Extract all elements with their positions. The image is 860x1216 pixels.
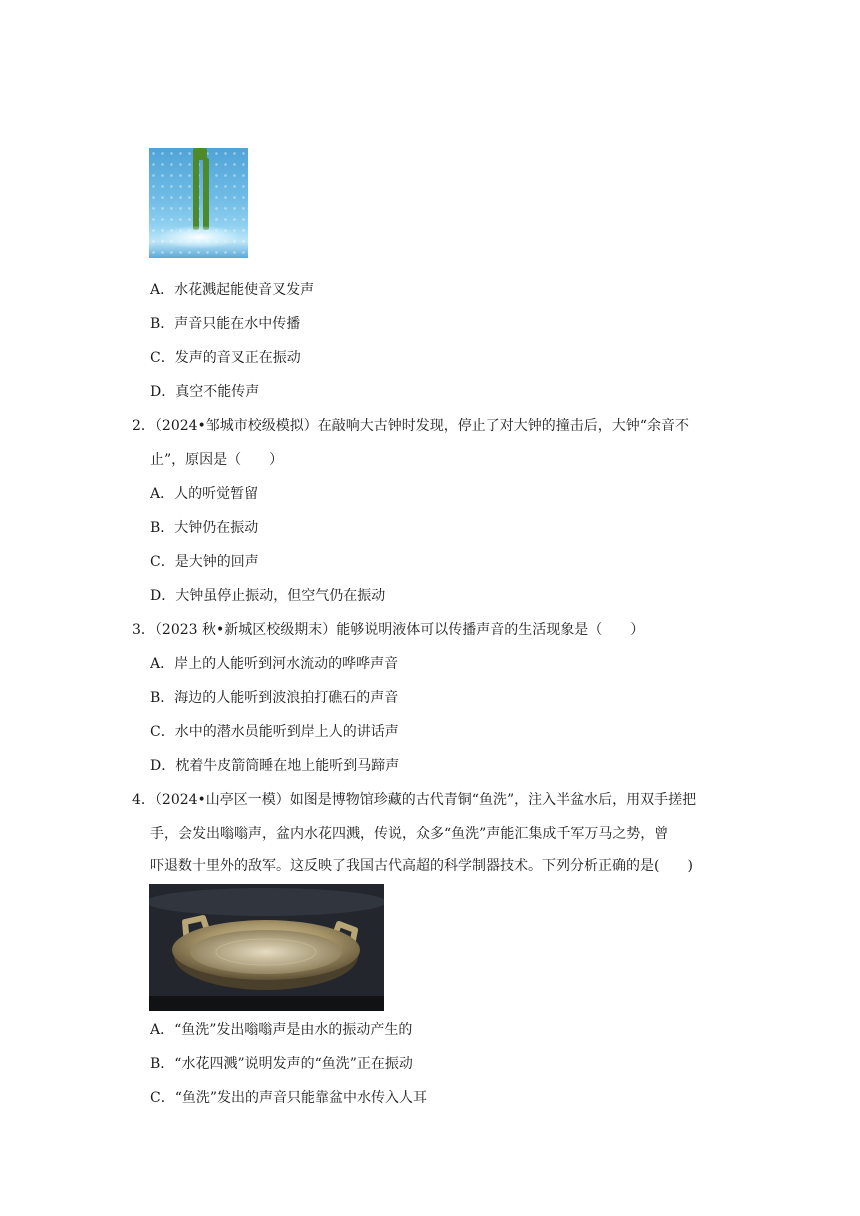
q2-option-d: D．大钟虽停止振动，但空气仍在振动 — [150, 588, 386, 604]
q1-option-b: B．声音只能在水中传播 — [150, 316, 301, 332]
q2-option-a: A．人的听觉暂留 — [150, 486, 259, 502]
q4-option-b: B．“水花四溅”说明发声的“鱼洗”正在振动 — [150, 1056, 413, 1072]
q4-stem-line2: 手，会发出嗡嗡声，盆内水花四溅，传说，众多“鱼洗”声能汇集成千军万马之势，曾 — [150, 826, 669, 842]
q4-option-a: A．“鱼洗”发出嗡嗡声是由水的振动产生的 — [150, 1022, 413, 1038]
q1-option-d: D．真空不能传声 — [150, 384, 260, 400]
q4-option-c: C．“鱼洗”发出的声音只能靠盆中水传入人耳 — [150, 1090, 428, 1106]
q4-stem-line3: 吓退数十里外的敌军。这反映了我国古代高超的科学制器技术。下列分析正确的是( ) — [150, 858, 693, 874]
q3-option-a: A．岸上的人能听到河水流动的哗哗声音 — [150, 656, 399, 672]
q3-option-b: B．海边的人能听到波浪拍打礁石的声音 — [150, 690, 399, 706]
q3-stem: 3．（2023 秋•新城区校级期末）能够说明液体可以传播声音的生活现象是（ ） — [132, 622, 645, 638]
bronze-basin-image — [149, 884, 384, 1011]
q2-stem-line2: 止”，原因是（ ） — [150, 452, 284, 468]
q1-option-a: A．水花溅起能使音叉发声 — [150, 282, 315, 298]
q2-option-c: C．是大钟的回声 — [150, 554, 259, 570]
q3-option-c: C．水中的潜水员能听到岸上人的讲话声 — [150, 724, 399, 740]
q3-option-d: D．枕着牛皮箭筒睡在地上能听到马蹄声 — [150, 758, 400, 774]
q1-option-c: C．发声的音叉正在振动 — [150, 350, 301, 366]
q2-stem-line1: 2．（2024•邹城市校级模拟）在敲响大古钟时发现，停止了对大钟的撞击后，大钟“余音不 — [132, 418, 689, 434]
q2-option-b: B．大钟仍在振动 — [150, 520, 259, 536]
tuning-fork-water-image — [149, 148, 248, 258]
bronze-basin-photo-icon — [149, 884, 384, 1011]
q4-stem-line1: 4．（2024•山亭区一模）如图是博物馆珍藏的古代青铜“鱼洗”，注入半盆水后，用双手搓把 — [132, 792, 697, 808]
